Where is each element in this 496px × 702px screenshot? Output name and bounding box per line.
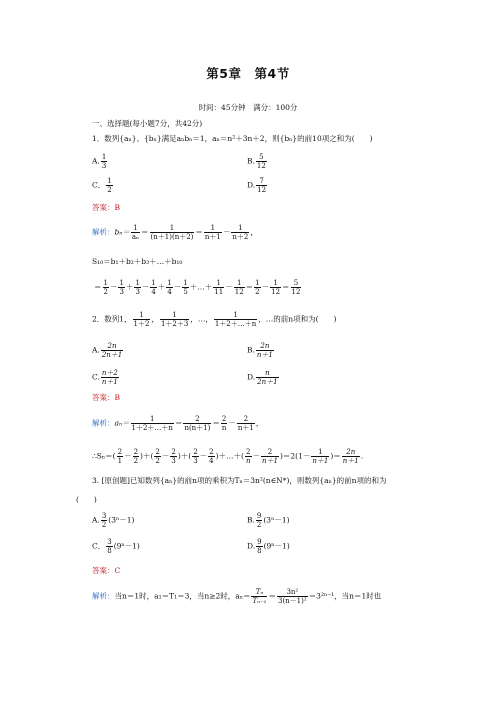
q2-option-c: C. $\frac{n+2}{n+1}$ [92, 369, 118, 386]
q2-option-d: D. $\frac{n}{2n+1}$ [247, 369, 278, 386]
q2-option-a: A. $\frac{2n}{2n+1}$ [92, 342, 123, 359]
q3-option-c: C． $\frac{3}{8}$ (9ⁿ－1) [92, 538, 140, 555]
q3-stem-line1: 3. [原创题]已知数列{aₙ}的前n项的乘积为Tₙ＝3n²(n∈N*)，则数列{aₙ}的前n项的和为 [92, 476, 387, 485]
q1-analysis-step3: ＝ $\frac{1}{2}$ － $\frac{1}{3}$ ＋ $\frac{1}{3}$ － $\frac{1}{4}$ ＋ $\frac{1}{4}$ － $\frac{1}{5}$ ＋…＋ $\frac{1}{11}$ － $\frac{1}{12}$ ＝ $\frac{1}{2}$ － $\frac{1}{12}$ ＝ $\frac{5}{12}$ [94, 279, 301, 296]
q3-analysis-step1: 解析：当n＝1时，a₁＝T₁＝3，当n≥2时，aₙ＝ $\frac{\text{Tₙ}}{\text{Tₙ₋₁}}$ ＝ $\frac{\text{3n²}}{\text{3(n－1)²}}$ ＝3²ⁿ⁻¹，当n＝1时也 [92, 588, 382, 605]
q2-option-b: B. $\frac{2n}{n+1}$ [247, 342, 273, 359]
q1-option-c: C． $\frac{1}{2}$ [92, 177, 112, 194]
q1-analysis-step1: 解析：bₙ＝ $\frac{1}{\text{aₙ}}$ ＝ $\frac{1}{(n+1)(n+2)}$ ＝ $\frac{1}{n+1}$ － $\frac{1}{n+2}$ ， [92, 224, 258, 241]
chapter-title: 第5章 第4节 [206, 66, 290, 81]
q1-option-a: A. $\frac{1}{3}$ [92, 153, 107, 170]
q1-stem: 1．数列{aₙ}、{bₙ}满足aₙbₙ＝1，aₙ＝n²＋3n＋2，则{bₙ}的前10项之和为( ) [92, 134, 373, 143]
section-heading: 一、选择题(每小题7分，共42分) [92, 119, 203, 128]
q1-analysis-step2: S₁₀＝b₁＋b₂＋b₃＋…＋b₁₀ [92, 257, 183, 266]
q1-answer: 答案：B [92, 203, 121, 212]
q3-stem-line2: ( ) [76, 495, 97, 504]
q3-option-a: A. $\frac{3}{2}$ (3ⁿ－1) [92, 512, 135, 529]
q2-analysis-step1: 解析：aₙ＝ $\frac{1}{1+2+\dots+n}$ ＝ $\frac{2}{n(n+1)}$ ＝ $\frac{2}{n}$ － $\frac{2}{n+1}$ ， [92, 415, 264, 432]
q2-answer: 答案：B [92, 393, 121, 402]
q3-answer: 答案：C [92, 566, 121, 575]
q2-stem: 2．数列1， $\frac{1}{1+2}$ ， $\frac{1}{1+2+3}$ ，…， $\frac{1}{1+2+\dots+n}$ ，…的前n项和为( ) [92, 311, 337, 328]
time-and-score: 时间：45分钟 满分：100分 [198, 103, 298, 112]
q1-option-b: B. $\frac{5}{12}$ [247, 153, 266, 170]
q2-analysis-step2: ∴Sₙ＝( $\frac{2}{1}$ － $\frac{2}{2}$ )＋( $\frac{2}{2}$ － $\frac{2}{3}$ )＋( $\frac{2}{3}$ － $\frac{2}{4}$ )＋…＋( $\frac{2}{n}$ － $\frac{2}{n+1}$ )＝2(1－ $\frac{1}{n+1}$ )＝ $\frac{2n}{n+1}$ . [92, 448, 364, 465]
q1-option-d: D. $\frac{7}{12}$ [247, 177, 267, 194]
q3-option-b: B. $\frac{9}{2}$ (3ⁿ－1) [247, 512, 290, 529]
q3-option-d: D. $\frac{9}{8}$ (9ⁿ－1) [247, 538, 290, 555]
